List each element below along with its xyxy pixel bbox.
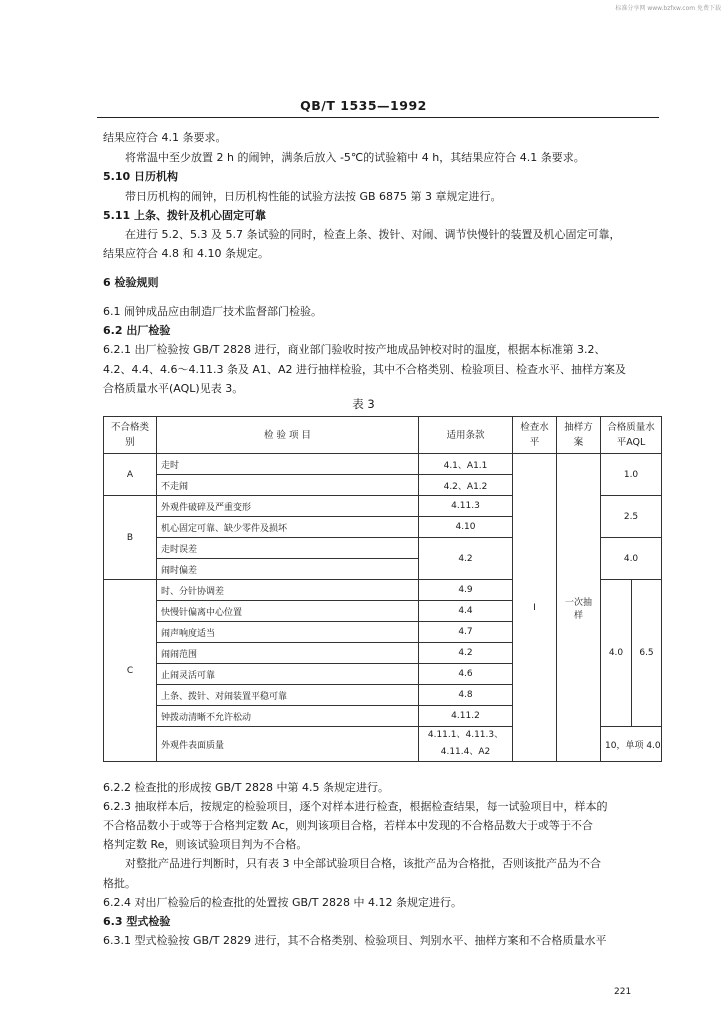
clause-cell: 4.2 [419, 538, 513, 580]
text-line: 将常温中至少放置 2 h 的闹钟，满条后放入 -5℃的试验箱中 4 h，其结果应符合 4.1 条要求。 [125, 151, 585, 164]
page-header: QB/T 1535—1992 [300, 98, 427, 113]
item-cell: 时、分针协调差 [157, 580, 419, 601]
item-cell: 上条、拨针、对闹装置平稳可靠 [157, 685, 419, 706]
table-caption: 表 3 [352, 397, 375, 411]
col-header-aql: 合格质量水平AQL [601, 417, 662, 454]
clause-cell: 4.4 [419, 601, 513, 622]
clause-cell: 4.1、A1.1 [419, 454, 513, 475]
watermark: 标准分享网 www.bzfxw.com 免费下载 [615, 5, 721, 12]
item-cell: 不走闹 [157, 475, 419, 496]
aql-cell: 2.5 [601, 496, 662, 538]
text-line: 结果应符合 4.8 和 4.10 条规定。 [103, 247, 269, 260]
section-heading: 6.2 出厂检验 [103, 324, 171, 337]
item-cell: 闹闹范围 [157, 643, 419, 664]
item-cell: 外观件破碎及严重变形 [157, 496, 419, 517]
category-cell: B [104, 496, 157, 580]
aql-cell: 1.0 [601, 454, 662, 496]
plan-cell: 一次抽样 [557, 454, 601, 762]
clause-cell: 4.10 [419, 517, 513, 538]
clause-cell: 4.7 [419, 622, 513, 643]
clause-cell: 4.6 [419, 664, 513, 685]
item-cell: 钟拨动清晰不允许松动 [157, 706, 419, 727]
clause-cell: 4.2、A1.2 [419, 475, 513, 496]
text-line: 4.2、4.4、4.6～4.11.3 条及 A1、A2 进行抽样检验，其中不合格类别、检验项目、检查水平、抽样方案及 [103, 363, 627, 376]
aql-cell: 10，单项 4.0 [601, 727, 662, 762]
item-cell: 走时 [157, 454, 419, 475]
col-header-category: 不合格类别 [104, 417, 157, 454]
table-row [104, 454, 662, 475]
clause-cell: 4.11.3 [419, 496, 513, 517]
text-line: 格批。 [103, 877, 136, 890]
item-cell: 闹声响度适当 [157, 622, 419, 643]
section-heading: 6 检验规则 [103, 276, 159, 289]
text-line: 不合格品数小于或等于合格判定数 Ac，则判该项目合格，若样本中发现的不合格品数大于或等于不合 [103, 819, 593, 832]
text-line: 6.3.1 型式检验按 GB/T 2829 进行，其不合格类别、检验项目、判别水平、抽样方案和不合格质量水平 [103, 934, 607, 947]
item-cell: 走时误差 [157, 538, 419, 559]
text-line: 6.2.3 抽取样本后，按规定的检验项目，逐个对样本进行检查，根据检查结果，每一试验项目中，样本的 [103, 800, 608, 813]
section-heading: 5.11 上条、拨针及机心固定可靠 [103, 209, 266, 222]
aql-cell: 4.0 [601, 538, 662, 580]
level-cell: Ⅰ [513, 454, 557, 762]
aql-cell: 6.5 [632, 580, 662, 727]
item-cell: 外观件表面质量 [157, 727, 419, 762]
text-line: 对整批产品进行判断时，只有表 3 中全部试验项目合格，该批产品为合格批，否则该批产品为不合 [125, 857, 601, 870]
text-line: 在进行 5.2、5.3 及 5.7 条试验的同时，检查上条、拨针、对闹、调节快慢针的装置及机心固定可靠， [125, 228, 621, 241]
clause-cell: 4.8 [419, 685, 513, 706]
text-line: 格判定数 Re，则该试验项目判为不合格。 [103, 838, 308, 851]
clause-cell: 4.11.2 [419, 706, 513, 727]
text-line: 结果应符合 4.1 条要求。 [103, 131, 227, 144]
category-cell: C [104, 580, 157, 762]
text-line: 6.2.4 对出厂检验后的检查批的处置按 GB/T 2828 中 4.12 条规定进行。 [103, 896, 462, 909]
section-heading: 5.10 日历机构 [103, 170, 178, 183]
page-number: 221 [614, 987, 632, 997]
aql-cell: 4.0 [601, 580, 632, 727]
item-cell: 快慢针偏离中心位置 [157, 601, 419, 622]
text-line: 合格质量水平(AQL)见表 3。 [103, 382, 244, 395]
item-cell: 机心固定可靠、缺少零件及损坏 [157, 517, 419, 538]
text-line: 带日历机构的闹钟，日历机构性能的试验方法按 GB 6875 第 3 章规定进行。 [125, 190, 502, 203]
section-heading: 6.3 型式检验 [103, 915, 171, 928]
col-header-items: 检 验 项 目 [157, 417, 419, 454]
text-line: 6.2.1 出厂检验按 GB/T 2828 进行，商业部门验收时按产地成品钟校对时的温度，根据本标准第 3.2、 [103, 343, 606, 356]
col-header-clauses: 适用条款 [419, 417, 513, 454]
item-cell: 止闹灵活可靠 [157, 664, 419, 685]
col-header-plan: 抽样方案 [557, 417, 601, 454]
text-line: 6.1 闹钟成品应由制造厂技术监督部门检验。 [103, 305, 322, 318]
category-cell: A [104, 454, 157, 496]
header-rule [97, 117, 659, 118]
inspection-table [103, 416, 662, 762]
clause-cell: 4.9 [419, 580, 513, 601]
clause-cell: 4.11.1、4.11.3、4.11.4、A2 [419, 727, 513, 762]
clause-cell: 4.2 [419, 643, 513, 664]
item-cell: 闹时偏差 [157, 559, 419, 580]
text-line: 6.2.2 检查批的形成按 GB/T 2828 中第 4.5 条规定进行。 [103, 781, 389, 794]
col-header-level: 检查水平 [513, 417, 557, 454]
